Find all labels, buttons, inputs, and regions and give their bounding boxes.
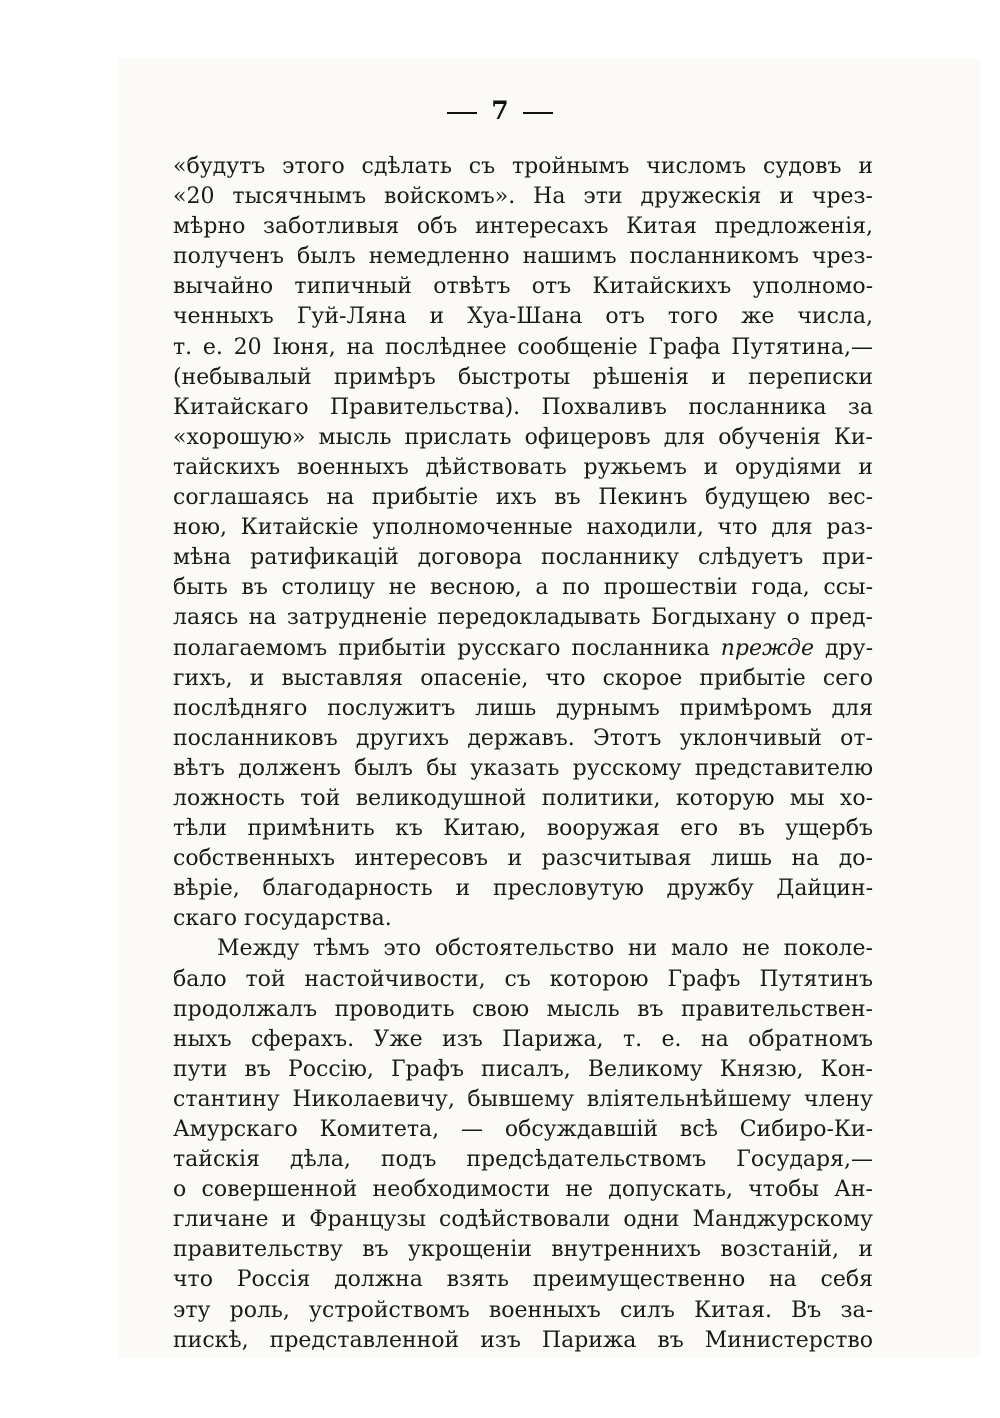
text-line: ченныхъ Гуй-Ляна и Хуа-Шана отъ того же числа, — [173, 304, 873, 330]
text-line: ною, Китайскіе уполномоченные находили, что для раз- — [173, 515, 873, 541]
body-text — [173, 152, 873, 1356]
text-line-emphasis: полагаемомъ прибытіи русскаго посланника прежде дру- — [173, 635, 874, 661]
text-line: мѣрно заботливыя объ интересахъ Китая предложенія, — [173, 214, 873, 240]
text-line: эту роль, устройствомъ военныхъ силъ Китая. Въ за- — [173, 1297, 873, 1323]
text-line: мѣна ратификацій договора посланнику слѣдуетъ при- — [173, 545, 873, 571]
text-line: т. е. 20 Іюня, на послѣднее сообщеніе Графа Путятина,— — [173, 334, 873, 360]
page-number: 7 — [491, 96, 509, 125]
text-line: лаясь на затрудненіе передокладывать Богдыхану о пред- — [173, 605, 873, 631]
left-dash — [447, 112, 477, 114]
paragraph-2 — [173, 934, 873, 1355]
text-line: о совершенной необходимости не допускать, чтобы Ан- — [173, 1177, 873, 1203]
text-line: гихъ, и выставляя опасеніе, что скорое прибытіе сего — [173, 665, 873, 691]
text-line: ныхъ сферахъ. Уже изъ Парижа, т. е. на обратномъ — [173, 1026, 873, 1052]
text-line: послѣдняго послужитъ лишь дурнымъ примѣромъ для — [173, 695, 873, 721]
text-line: вычайно типичный отвѣтъ отъ Китайскихъ уполномо- — [173, 274, 873, 300]
text-line: Китайскаго Правительства). Похваливъ посланника за — [173, 394, 873, 420]
text-line: «20 тысячнымъ войскомъ». На эти дружескія и чрез- — [173, 184, 873, 210]
text-line: вѣріе, благодарность и пресловутую дружбу Дайцин- — [173, 876, 873, 902]
text-line: скаго государства. — [173, 906, 392, 932]
text-line: правительству въ укрощеніи внутреннихъ возстаній, и — [173, 1237, 873, 1263]
text-line: тѣли примѣнить къ Китаю, вооружая его въ ущербъ — [173, 816, 873, 842]
text-line: соглашаясь на прибытіе ихъ въ Пекинъ будущею вес- — [173, 485, 873, 511]
text-line: полученъ былъ немедленно нашимъ посланникомъ чрез- — [173, 244, 873, 270]
text-line: тайскихъ военныхъ дѣйствовать ружьемъ и орудіями и — [173, 454, 873, 480]
text-line: гличане и Французы содѣйствовали одни Манджурскому — [173, 1207, 873, 1233]
text-line: вѣтъ долженъ былъ бы указать русскому представителю — [173, 755, 873, 781]
text-line: «будутъ этого сдѣлать съ тройнымъ числомъ судовъ и — [173, 154, 873, 179]
text-line: Амурскаго Комитета, — обсуждавшій всѣ Сибиро-Ки- — [173, 1117, 873, 1142]
text-line: стантину Николаевичу, бывшему вліятельнѣйшему члену — [173, 1086, 873, 1112]
text-line: тайскія дѣла, подъ предсѣдательствомъ Государя,— — [173, 1147, 873, 1173]
text-line: (небывалый примѣръ быстроты рѣшенія и переписки — [173, 364, 873, 390]
emphasized-word: прежде — [720, 635, 814, 661]
text-line: что Россія должна взять преимущественно на себя — [173, 1267, 873, 1293]
text-line: пискѣ, представленной изъ Парижа въ Министерство — [173, 1327, 873, 1353]
text-line: бало той настойчивости, съ которою Графъ Путятинъ — [173, 966, 873, 992]
text-line: ложность той великодушной политики, которую мы хо- — [173, 785, 873, 811]
text-line: собственныхъ интересовъ и разсчитывая лишь на до- — [173, 846, 873, 872]
text-line: посланниковъ другихъ державъ. Этотъ уклончивый от- — [173, 725, 873, 751]
paragraph-1 — [173, 152, 873, 934]
text-line: пути въ Россію, Графъ писалъ, Великому Князю, Кон- — [173, 1056, 873, 1082]
text-line: Между тѣмъ это обстоятельство ни мало не поколе- — [217, 936, 873, 962]
text-line: продолжалъ проводить свою мысль въ правительствен- — [173, 996, 873, 1022]
text-line: быть въ столицу не весною, а по прошествіи года, ссы- — [173, 575, 873, 601]
text-line: «хорошую» мысль прислать офицеровъ для обученія Ки- — [173, 424, 873, 450]
page-number-header — [0, 96, 1000, 125]
right-dash — [523, 112, 553, 114]
